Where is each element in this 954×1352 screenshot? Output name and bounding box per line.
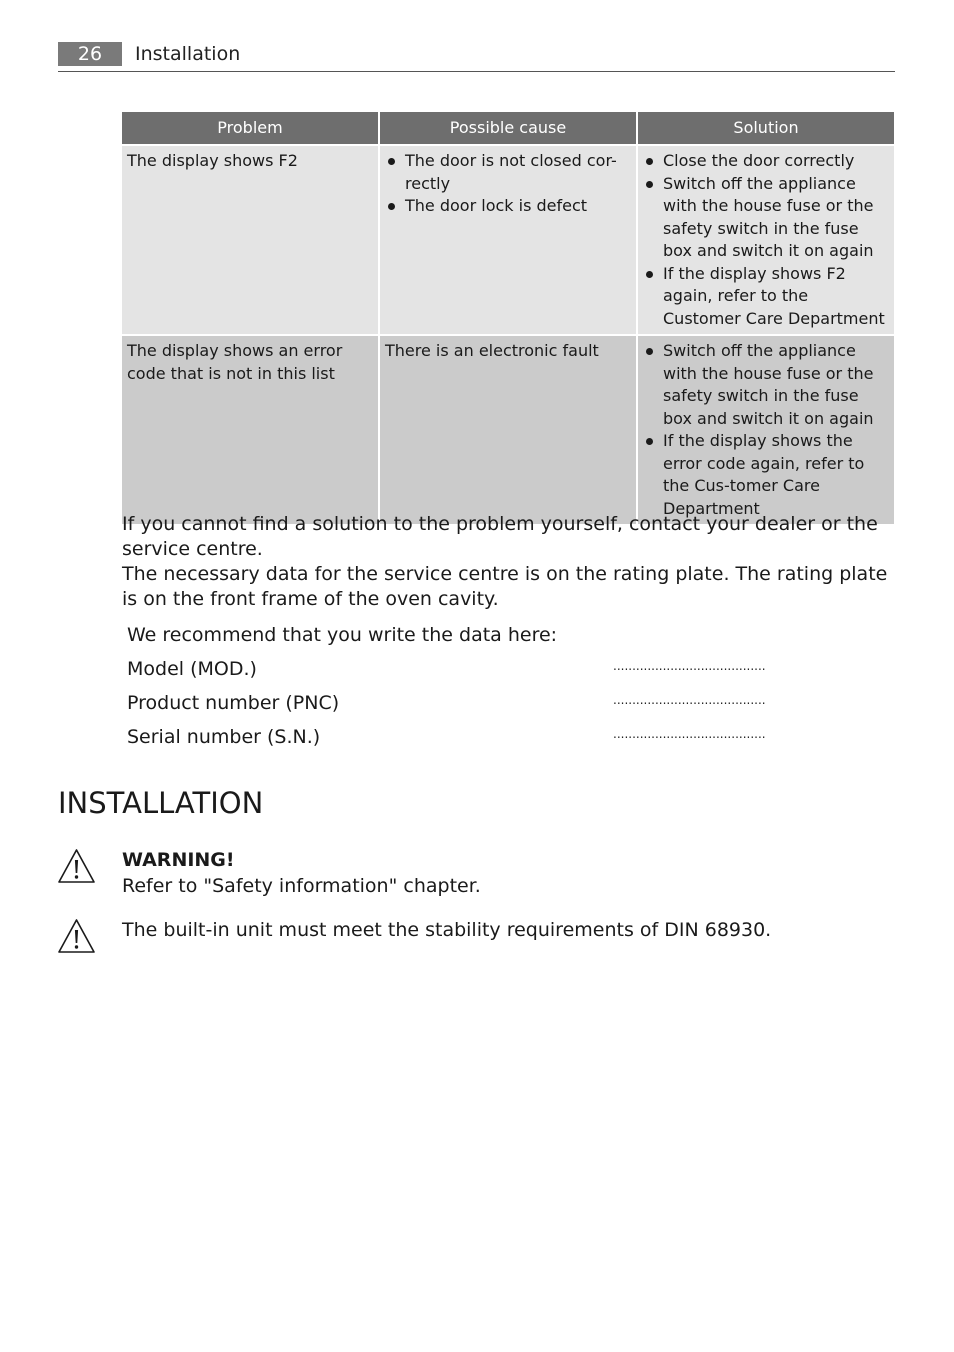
page-number: 26	[58, 42, 122, 66]
list-item: Close the door correctly	[643, 150, 889, 173]
warning-text: Refer to "Safety information" chapter.	[122, 875, 481, 897]
data-field-label: Model (MOD.)	[127, 658, 257, 680]
service-paragraph-1: If you cannot find a solution to the problem yourself, contact your dealer or the service centre.	[122, 513, 878, 560]
column-header-cause: Possible cause	[379, 112, 637, 145]
table-row	[122, 145, 894, 335]
list-item: Switch off the appliance with the house fuse or the safety switch in the fuse box and switch it on again	[643, 173, 889, 263]
data-field-blank: ........................................	[613, 693, 766, 707]
data-field-label: Product number (PNC)	[127, 692, 340, 714]
troubleshooting-table	[122, 112, 894, 524]
header-section-title: Installation	[135, 43, 241, 65]
warning-triangle-icon	[57, 918, 96, 954]
list-item: The door is not closed cor-rectly	[385, 150, 631, 195]
solution-cell	[637, 335, 894, 524]
warning-block	[122, 847, 892, 899]
stability-note: The built-in unit must meet the stability requirements of DIN 68930.	[122, 919, 772, 941]
page-header	[58, 40, 895, 72]
data-field-blank: ........................................	[613, 727, 766, 741]
column-header-problem: Problem	[122, 112, 379, 145]
solution-list	[643, 150, 889, 330]
data-field-model	[127, 656, 787, 682]
list-item: If the display shows F2 again, refer to the Customer Care Department	[643, 263, 889, 331]
table-header-row	[122, 112, 894, 145]
service-paragraph-2: The necessary data for the service centre is on the rating plate. The rating plate is on the front frame of the oven cavity.	[122, 563, 888, 610]
installation-heading: INSTALLATION	[58, 786, 264, 820]
data-field-blank: ........................................	[613, 659, 766, 673]
cause-list	[385, 150, 631, 218]
cause-cell: There is an electronic fault	[379, 335, 637, 524]
list-item: Switch off the appliance with the house fuse or the safety switch in the fuse box and switch it on again	[643, 340, 889, 430]
solution-cell	[637, 145, 894, 335]
warning-heading: WARNING!	[122, 849, 235, 871]
solution-list	[643, 340, 889, 520]
table-row	[122, 335, 894, 524]
cause-cell	[379, 145, 637, 335]
list-item: If the display shows the error code again, refer to the Cus-tomer Care Department	[643, 430, 889, 520]
data-field-label: Serial number (S.N.)	[127, 726, 321, 748]
list-item: The door lock is defect	[385, 195, 631, 218]
problem-cell: The display shows an error code that is not in this list	[122, 335, 379, 524]
problem-cell: The display shows F2	[122, 145, 379, 335]
data-field-pnc	[127, 690, 787, 716]
recommend-text: We recommend that you write the data here:	[127, 624, 558, 646]
column-header-solution: Solution	[637, 112, 894, 145]
warning-triangle-icon	[57, 848, 96, 884]
data-field-serial	[127, 724, 787, 750]
